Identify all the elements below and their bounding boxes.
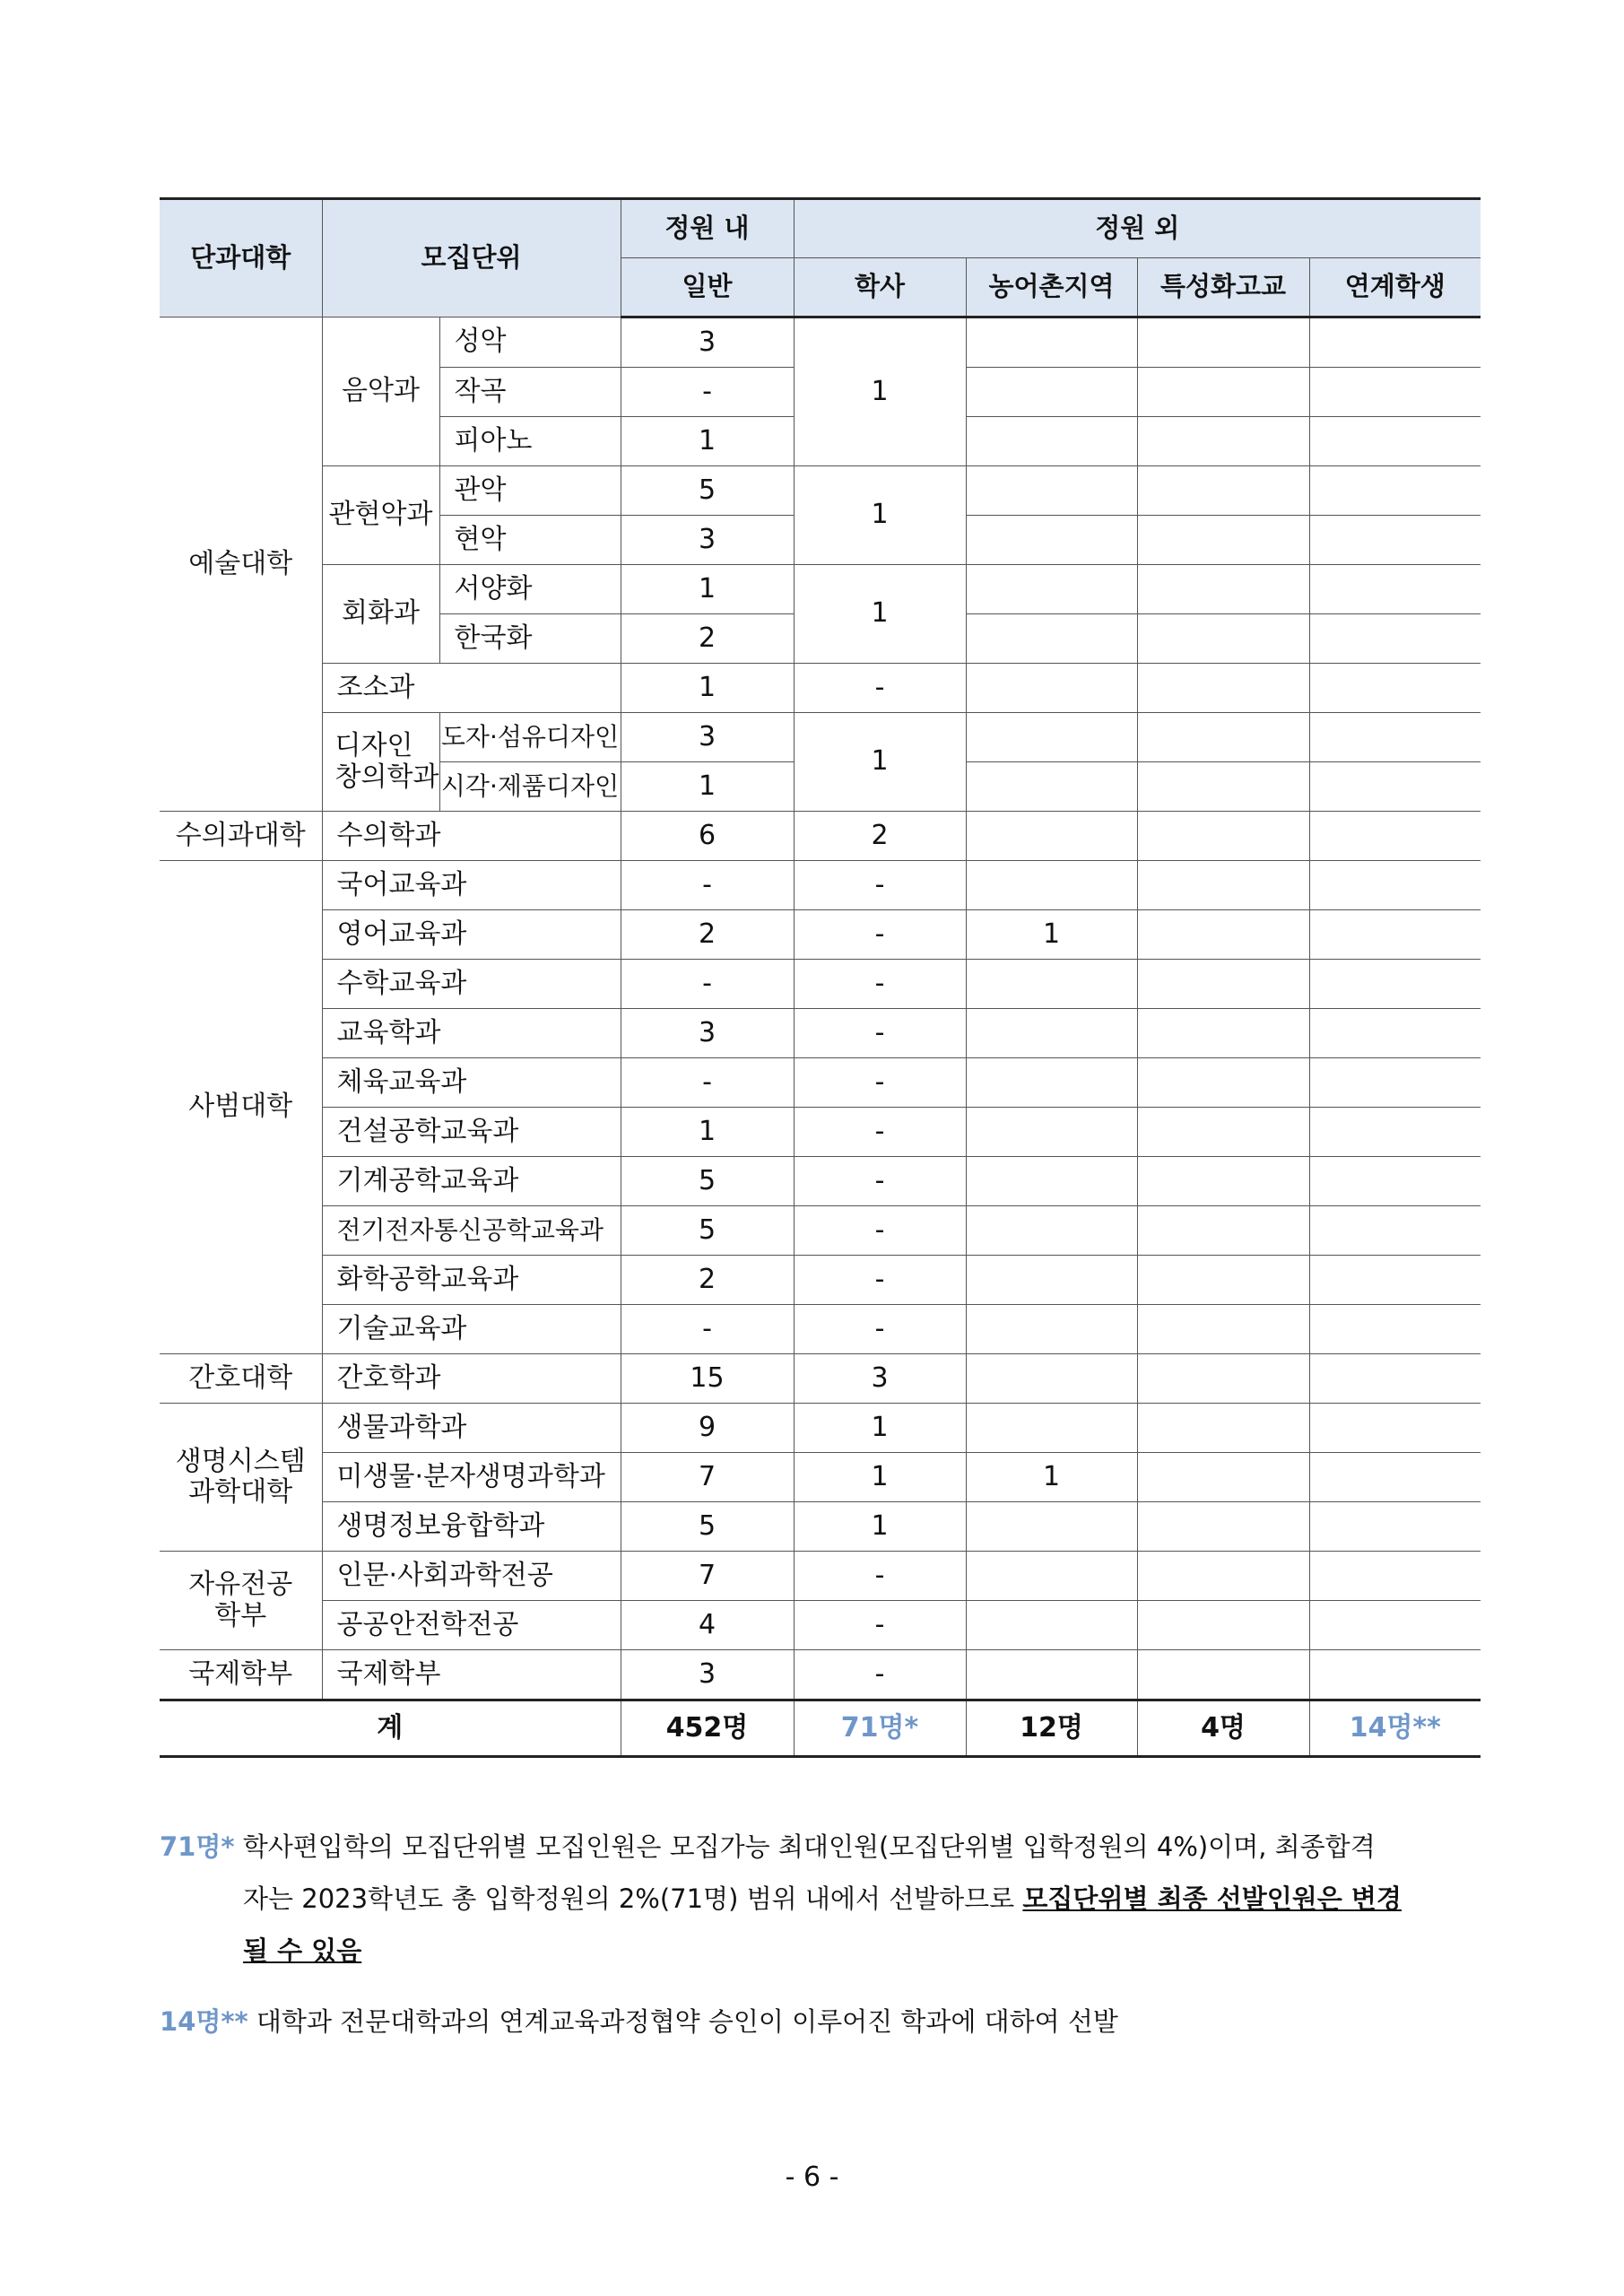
- bachelor-cell: -: [794, 960, 966, 1009]
- linked-cell: [1309, 1502, 1481, 1552]
- total-linked: 14명**: [1309, 1700, 1481, 1757]
- specialized-cell: [1137, 1305, 1309, 1354]
- linked-cell: [1309, 1108, 1481, 1157]
- college-cell: 국제학부: [160, 1650, 322, 1700]
- linked-cell: [1309, 1650, 1481, 1700]
- footnote-bachelor: [160, 1821, 1487, 1977]
- general-cell: 2: [621, 614, 794, 664]
- college-cell: 생명시스템 과학대학: [160, 1404, 322, 1552]
- specialized-cell: [1137, 1453, 1309, 1502]
- table-row: [160, 1650, 1481, 1700]
- college-cell: 자유전공 학부: [160, 1552, 322, 1650]
- linked-cell: [1309, 861, 1481, 910]
- linked-cell: [1309, 762, 1481, 812]
- specialized-cell: [1137, 317, 1309, 368]
- major-cell: 피아노: [439, 417, 621, 466]
- header-rural: 농어촌지역: [966, 258, 1137, 317]
- total-bachelor: 71명*: [794, 1700, 966, 1757]
- table-row: [160, 1354, 1481, 1404]
- specialized-cell: [1137, 1256, 1309, 1305]
- linked-cell: [1309, 664, 1481, 713]
- general-cell: 4: [621, 1601, 794, 1650]
- footnote-marker: 14명**: [160, 2006, 248, 2037]
- rural-cell: [966, 417, 1137, 466]
- total-rural: 12명: [966, 1700, 1137, 1757]
- general-cell: 1: [621, 565, 794, 614]
- table-row: [160, 1453, 1481, 1502]
- table-row: [160, 812, 1481, 861]
- rural-cell: [966, 1157, 1137, 1206]
- general-cell: -: [621, 368, 794, 417]
- bachelor-cell: -: [794, 1206, 966, 1256]
- bachelor-cell: 1: [794, 1502, 966, 1552]
- general-cell: 1: [621, 762, 794, 812]
- dept-cell: 국어교육과: [322, 861, 621, 910]
- rural-cell: 1: [966, 910, 1137, 960]
- specialized-cell: [1137, 1601, 1309, 1650]
- specialized-cell: [1137, 1157, 1309, 1206]
- header-linked: 연계학생: [1309, 258, 1481, 317]
- bachelor-cell: 1: [794, 1453, 966, 1502]
- general-cell: 9: [621, 1404, 794, 1453]
- dept-cell: 생물과학과: [322, 1404, 621, 1453]
- general-cell: 6: [621, 812, 794, 861]
- dept-cell: 전기전자통신공학교육과: [322, 1206, 621, 1256]
- general-cell: 7: [621, 1552, 794, 1601]
- bachelor-cell: -: [794, 664, 966, 713]
- general-cell: -: [621, 960, 794, 1009]
- table-row: [160, 960, 1481, 1009]
- bachelor-cell: 1: [794, 565, 966, 664]
- linked-cell: [1309, 1009, 1481, 1058]
- footnote-marker: 71명*: [160, 1831, 235, 1862]
- major-cell: 한국화: [439, 614, 621, 664]
- dept-cell: 디자인 창의학과: [322, 713, 439, 812]
- linked-cell: [1309, 1206, 1481, 1256]
- college-cell: 수의과대학: [160, 812, 322, 861]
- general-cell: 7: [621, 1453, 794, 1502]
- total-specialized: 4명: [1137, 1700, 1309, 1757]
- table-row: [160, 1305, 1481, 1354]
- rural-cell: [966, 762, 1137, 812]
- general-cell: -: [621, 861, 794, 910]
- general-cell: 3: [621, 1650, 794, 1700]
- table-row: [160, 1502, 1481, 1552]
- specialized-cell: [1137, 516, 1309, 565]
- footnote-text: 자는 2023학년도 총 입학정원의 2%(71명) 범위 내에서 선발하므로: [243, 1883, 1015, 1914]
- bachelor-cell: 1: [794, 1404, 966, 1453]
- bachelor-cell: -: [794, 1305, 966, 1354]
- bachelor-cell: -: [794, 1058, 966, 1108]
- table-row: [160, 664, 1481, 713]
- linked-cell: [1309, 960, 1481, 1009]
- table-row: [160, 317, 1481, 368]
- rural-cell: [966, 1256, 1137, 1305]
- general-cell: 3: [621, 317, 794, 368]
- general-cell: 3: [621, 516, 794, 565]
- specialized-cell: [1137, 910, 1309, 960]
- rural-cell: [966, 1305, 1137, 1354]
- table-row: [160, 1601, 1481, 1650]
- dept-cell: 음악과: [322, 317, 439, 466]
- specialized-cell: [1137, 762, 1309, 812]
- dept-cell: 체육교육과: [322, 1058, 621, 1108]
- major-cell: 성악: [439, 317, 621, 368]
- rural-cell: [966, 516, 1137, 565]
- table-row: [160, 910, 1481, 960]
- bachelor-cell: 3: [794, 1354, 966, 1404]
- linked-cell: [1309, 565, 1481, 614]
- specialized-cell: [1137, 960, 1309, 1009]
- header-bachelor: 학사: [794, 258, 966, 317]
- linked-cell: [1309, 1354, 1481, 1404]
- dept-cell: 교육학과: [322, 1009, 621, 1058]
- rural-cell: [966, 812, 1137, 861]
- specialized-cell: [1137, 417, 1309, 466]
- major-cell: 현악: [439, 516, 621, 565]
- footnote-linked: [160, 1996, 1487, 2048]
- linked-cell: [1309, 317, 1481, 368]
- table-row: [160, 1256, 1481, 1305]
- rural-cell: [966, 1206, 1137, 1256]
- page-number: - 6 -: [785, 2161, 839, 2193]
- header-outside-quota: 정원 외: [794, 199, 1481, 258]
- linked-cell: [1309, 1404, 1481, 1453]
- major-cell: 도자·섬유디자인: [439, 713, 621, 762]
- table-row: [160, 565, 1481, 614]
- specialized-cell: [1137, 1650, 1309, 1700]
- linked-cell: [1309, 1453, 1481, 1502]
- bachelor-cell: -: [794, 1601, 966, 1650]
- general-cell: 3: [621, 1009, 794, 1058]
- general-cell: 2: [621, 910, 794, 960]
- specialized-cell: [1137, 368, 1309, 417]
- specialized-cell: [1137, 1058, 1309, 1108]
- bachelor-cell: 1: [794, 466, 966, 565]
- major-cell: 관악: [439, 466, 621, 516]
- dept-cell: 회화과: [322, 565, 439, 664]
- college-cell: 예술대학: [160, 317, 322, 812]
- rural-cell: [966, 614, 1137, 664]
- rural-cell: [966, 1354, 1137, 1404]
- bachelor-cell: -: [794, 910, 966, 960]
- rural-cell: [966, 1502, 1137, 1552]
- linked-cell: [1309, 1157, 1481, 1206]
- specialized-cell: [1137, 861, 1309, 910]
- general-cell: 1: [621, 1108, 794, 1157]
- general-cell: 1: [621, 664, 794, 713]
- header-general: 일반: [621, 258, 794, 317]
- bachelor-cell: -: [794, 1552, 966, 1601]
- college-cell: 간호대학: [160, 1354, 322, 1404]
- linked-cell: [1309, 1256, 1481, 1305]
- linked-cell: [1309, 1058, 1481, 1108]
- rural-cell: [966, 368, 1137, 417]
- dept-cell: 국제학부: [322, 1650, 621, 1700]
- rural-cell: [966, 960, 1137, 1009]
- general-cell: 5: [621, 1502, 794, 1552]
- rural-cell: [966, 664, 1137, 713]
- table-row: [160, 1404, 1481, 1453]
- dept-cell: 건설공학교육과: [322, 1108, 621, 1157]
- general-cell: -: [621, 1058, 794, 1108]
- rural-cell: [966, 1058, 1137, 1108]
- linked-cell: [1309, 910, 1481, 960]
- specialized-cell: [1137, 614, 1309, 664]
- specialized-cell: [1137, 1009, 1309, 1058]
- bachelor-cell: -: [794, 1009, 966, 1058]
- dept-cell: 영어교육과: [322, 910, 621, 960]
- general-cell: 5: [621, 1206, 794, 1256]
- specialized-cell: [1137, 1552, 1309, 1601]
- header-college: 단과대학: [160, 199, 322, 317]
- table-row: [160, 713, 1481, 762]
- major-cell: 시각·제품디자인: [439, 762, 621, 812]
- table-row: [160, 466, 1481, 516]
- linked-cell: [1309, 812, 1481, 861]
- header-unit: 모집단위: [322, 199, 621, 317]
- bachelor-cell: -: [794, 1256, 966, 1305]
- college-cell: 사범대학: [160, 861, 322, 1354]
- specialized-cell: [1137, 1206, 1309, 1256]
- footnote-text: 대학과 전문대학과의 연계교육과정협약 승인이 이루어진 학과에 대하여 선발: [256, 2006, 1118, 2037]
- rural-cell: [966, 466, 1137, 516]
- general-cell: 15: [621, 1354, 794, 1404]
- table-row: [160, 1058, 1481, 1108]
- specialized-cell: [1137, 713, 1309, 762]
- linked-cell: [1309, 1552, 1481, 1601]
- major-cell: 작곡: [439, 368, 621, 417]
- rural-cell: [966, 861, 1137, 910]
- dept-cell: 조소과: [322, 664, 621, 713]
- rural-cell: [966, 1601, 1137, 1650]
- linked-cell: [1309, 1305, 1481, 1354]
- linked-cell: [1309, 1601, 1481, 1650]
- dept-cell: 기술교육과: [322, 1305, 621, 1354]
- table-row: [160, 1108, 1481, 1157]
- bachelor-cell: 1: [794, 713, 966, 812]
- table-row: [160, 1009, 1481, 1058]
- dept-cell: 관현악과: [322, 466, 439, 565]
- specialized-cell: [1137, 1354, 1309, 1404]
- specialized-cell: [1137, 1502, 1309, 1552]
- specialized-cell: [1137, 1108, 1309, 1157]
- dept-cell: 간호학과: [322, 1354, 621, 1404]
- rural-cell: [966, 1108, 1137, 1157]
- linked-cell: [1309, 466, 1481, 516]
- table-row: [160, 1157, 1481, 1206]
- total-row: [160, 1700, 1481, 1757]
- header-within-quota: 정원 내: [621, 199, 794, 258]
- bachelor-cell: 1: [794, 317, 966, 466]
- rural-cell: [966, 713, 1137, 762]
- specialized-cell: [1137, 1404, 1309, 1453]
- major-cell: 서양화: [439, 565, 621, 614]
- general-cell: 2: [621, 1256, 794, 1305]
- total-general: 452명: [621, 1700, 794, 1757]
- dept-cell: 인문·사회과학전공: [322, 1552, 621, 1601]
- table-row: [160, 1552, 1481, 1601]
- specialized-cell: [1137, 565, 1309, 614]
- total-label: 계: [160, 1700, 621, 1757]
- dept-cell: 수의학과: [322, 812, 621, 861]
- admission-quota-table: [160, 197, 1481, 1758]
- specialized-cell: [1137, 466, 1309, 516]
- general-cell: 3: [621, 713, 794, 762]
- header-specialized: 특성화고교: [1137, 258, 1309, 317]
- linked-cell: [1309, 713, 1481, 762]
- rural-cell: [966, 565, 1137, 614]
- linked-cell: [1309, 614, 1481, 664]
- bachelor-cell: -: [794, 1650, 966, 1700]
- table-row: [160, 1206, 1481, 1256]
- rural-cell: [966, 317, 1137, 368]
- rural-cell: [966, 1552, 1137, 1601]
- general-cell: 5: [621, 1157, 794, 1206]
- footnote-emphasis: 될 수 있음: [243, 1935, 362, 1966]
- rural-cell: [966, 1404, 1137, 1453]
- bachelor-cell: -: [794, 1157, 966, 1206]
- footnote-emphasis: 모집단위별 최종 선발인원은 변경: [1022, 1883, 1402, 1914]
- bachelor-cell: -: [794, 1108, 966, 1157]
- general-cell: 1: [621, 417, 794, 466]
- linked-cell: [1309, 368, 1481, 417]
- bachelor-cell: -: [794, 861, 966, 910]
- dept-cell: 화학공학교육과: [322, 1256, 621, 1305]
- footnote-text: 학사편입학의 모집단위별 모집인원은 모집가능 최대인원(모집단위별 입학정원의 4%)이며, 최종합격: [242, 1831, 1376, 1862]
- specialized-cell: [1137, 664, 1309, 713]
- rural-cell: [966, 1009, 1137, 1058]
- linked-cell: [1309, 516, 1481, 565]
- rural-cell: [966, 1650, 1137, 1700]
- footnote-continuation: [160, 1873, 1487, 1977]
- dept-cell: 생명정보융합학과: [322, 1502, 621, 1552]
- table-row: [160, 861, 1481, 910]
- linked-cell: [1309, 417, 1481, 466]
- dept-cell: 수학교육과: [322, 960, 621, 1009]
- bachelor-cell: 2: [794, 812, 966, 861]
- dept-cell: 공공안전학전공: [322, 1601, 621, 1650]
- specialized-cell: [1137, 812, 1309, 861]
- general-cell: 5: [621, 466, 794, 516]
- general-cell: -: [621, 1305, 794, 1354]
- rural-cell: 1: [966, 1453, 1137, 1502]
- dept-cell: 미생물·분자생명과학과: [322, 1453, 621, 1502]
- dept-cell: 기계공학교육과: [322, 1157, 621, 1206]
